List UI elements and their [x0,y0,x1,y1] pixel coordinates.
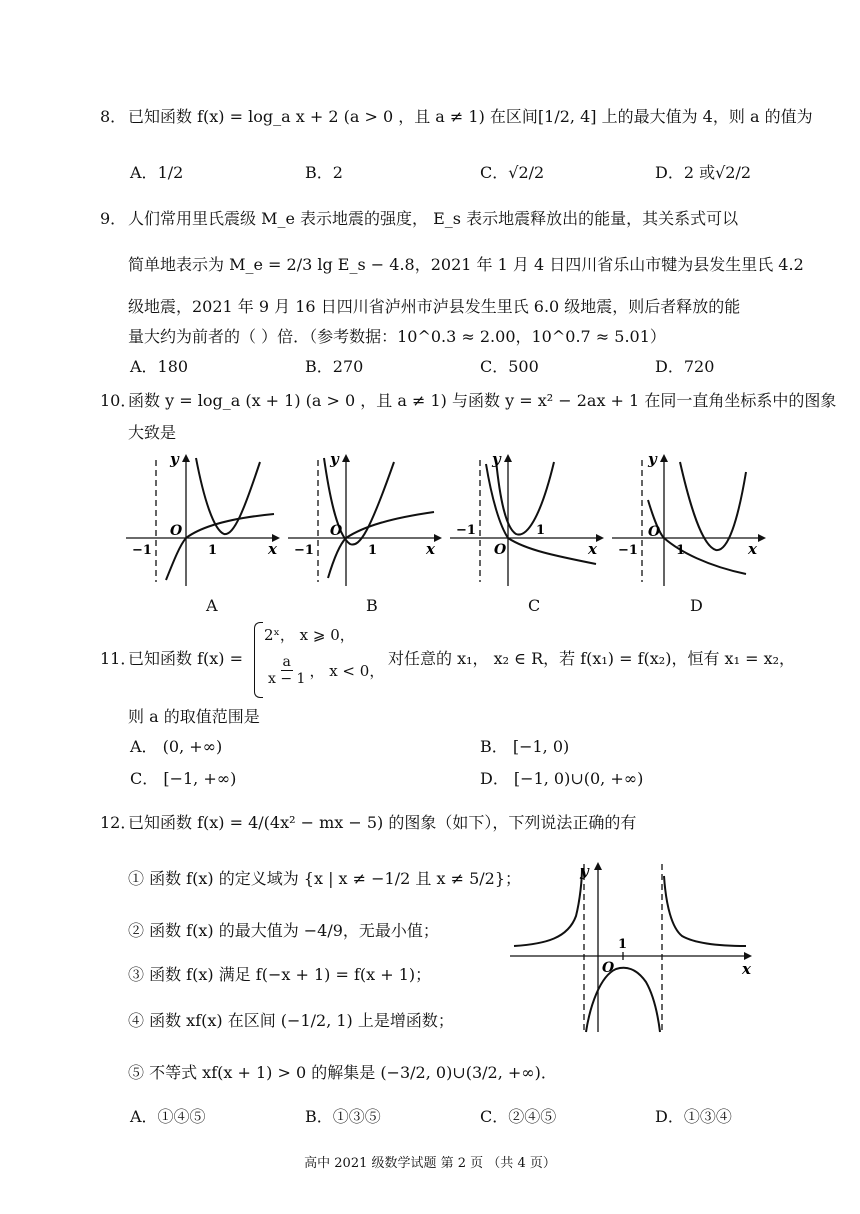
q10-a-origin: O [170,523,183,539]
q11-brace [254,622,263,698]
q10-graph-d [608,450,770,590]
q10-graph-a-label: A [206,596,218,615]
q8-stem [100,106,813,128]
q10-a-tick1: 1 [208,543,218,558]
q10-graph-c [446,450,608,590]
q8-option-c: C．√2/2 [480,163,545,182]
q10-d-x-label: x [748,540,757,558]
q11-piece1: 2ˣ， x ⩾ 0， [264,626,355,644]
q12-item-4: ④ 函数 xf(x) 在区间 (−1/2, 1) 上是增函数； [128,1011,454,1030]
q8-option-d-value: √2/2 [715,163,752,182]
q12-graph-tick1: 1 [618,937,628,952]
q10-a-y-label: y [170,450,179,468]
q12-item-2: ② 函数 f(x) 的最大值为 −4/9，无最小值； [128,921,439,940]
q10-c-x-label: x [588,540,597,558]
q8-option-c-value: √2/2 [508,163,545,182]
q9-option-d: D．720 [655,357,715,376]
q8-option-d: D．2 或√2/2 [655,163,752,182]
q10-line1: 10．函数 y = log_a (x + 1) (a > 0 ，且 a ≠ 1) 与函数 y = x² − 2ax + 1 在同一直角坐标系中的图象 [100,391,837,410]
q11-number: 11． [100,649,137,668]
q11-option-d: D． [−1, 0)∪(0, +∞) [480,769,644,788]
q11-piece2: $\frac{a}{x - 1}$ ， x < 0， [268,654,385,687]
q10-graph-c-label: C [528,596,541,615]
q12-item-3: ③ 函数 f(x) 满足 f(−x + 1) = f(x + 1)； [128,965,432,984]
q12-option-c: C．②④⑤ [480,1107,557,1126]
q10-b-origin: O [330,523,343,539]
q10-c-y-label: y [492,450,501,468]
q9-option-c: C．500 [480,357,539,376]
q9-line4: 量大约为前者的（ ）倍．（参考数据：10^0.3 ≈ 2.00，10^0.7 ≈ 5.01） [128,327,666,346]
q10-a-neg1: −1 [132,543,152,558]
q10-graph-d-label: D [690,596,703,615]
q12-graph [506,856,760,1036]
q10-c-origin: O [494,542,507,558]
q10-b-tick1: 1 [368,543,378,558]
q9-line2: 简单地表示为 M_e = 2/3 lg E_s − 4.8，2021 年 1 月 4 日四川省乐山市犍为县发生里氏 4.2 [128,255,804,274]
q8-option-a: A．1/2 [130,163,184,182]
q10-d-tick1: 1 [676,543,686,558]
q11-stem-right: 对任意的 x₁， x₂ ∈ R，若 f(x₁) = f(x₂)，恒有 x₁ = x₂， [388,649,796,668]
page-footer: 高中 2021 级数学试题 第 2 页 （共 4 页） [304,1156,556,1171]
q8-option-b: B．2 [305,163,343,182]
q11-option-c: C． [−1, +∞) [130,769,237,788]
q10-graph-b [284,450,446,590]
q8-text: 已知函数 f(x) = log_a x + 2 (a > 0 ，且 a ≠ 1) 在区间[1/2, 4] 上的最大值为 4，则 a 的值为 [128,107,813,126]
q10-line2: 大致是 [128,423,177,442]
q10-b-y-label: y [330,450,339,468]
q10-graph-b-label: B [366,596,378,615]
q11-option-a: A． (0, +∞) [130,737,223,756]
q10-a-x-label: x [268,540,277,558]
q10-d-neg1: −1 [618,543,638,558]
q12-graph-y-label: y [580,862,589,880]
q8-option-a-value: 1/2 [157,163,184,182]
q10-number: 10． [100,391,137,410]
q10-b-neg1: −1 [294,543,314,558]
q12-item-1: ① 函数 f(x) 的定义域为 {x | x ≠ −1/2 且 x ≠ 5/2}； [128,869,522,888]
q9-line1: 9． 人们常用里氏震级 M_e 表示地震的强度， E_s 表示地震释放出的能量，其关系式可以 [100,209,739,228]
q9-option-a: A．180 [130,357,189,376]
q10-graph-a [122,450,284,590]
q10-b-x-label: x [426,540,435,558]
q10-c-neg1: −1 [456,523,476,538]
q10-c-tick1: 1 [536,523,546,538]
q8-number: 8． [100,107,127,126]
q11-option-b: B． [−1, 0) [480,737,570,756]
q11-stem: 11．已知函数 f(x) = [100,649,244,668]
q10-d-origin: O [648,524,661,540]
q12-graph-x-label: x [742,960,751,978]
q11-line2: 则 a 的取值范围是 [128,707,260,726]
q12-option-a: A．①④⑤ [130,1107,206,1126]
q12-stem: 12．已知函数 f(x) = 4/(4x² − mx − 5) 的图象（如下），下列说法正确的有 [100,813,637,832]
q9-line3: 级地震，2021 年 9 月 16 日四川省泸州市泸县发生里氏 6.0 级地震，则后者释放的能 [128,297,741,316]
q12-number: 12． [100,813,137,832]
q10-d-y-label: y [648,450,657,468]
q12-option-d: D．①③④ [655,1107,732,1126]
q12-item-5: ⑤ 不等式 xf(x + 1) > 0 的解集是 (−3/2, 0)∪(3/2, +∞)． [128,1063,557,1082]
q12-graph-origin: O [602,960,615,976]
q9-number: 9． [100,209,127,228]
q12-option-b: B．①③⑤ [305,1107,381,1126]
q9-option-b: B．270 [305,357,364,376]
